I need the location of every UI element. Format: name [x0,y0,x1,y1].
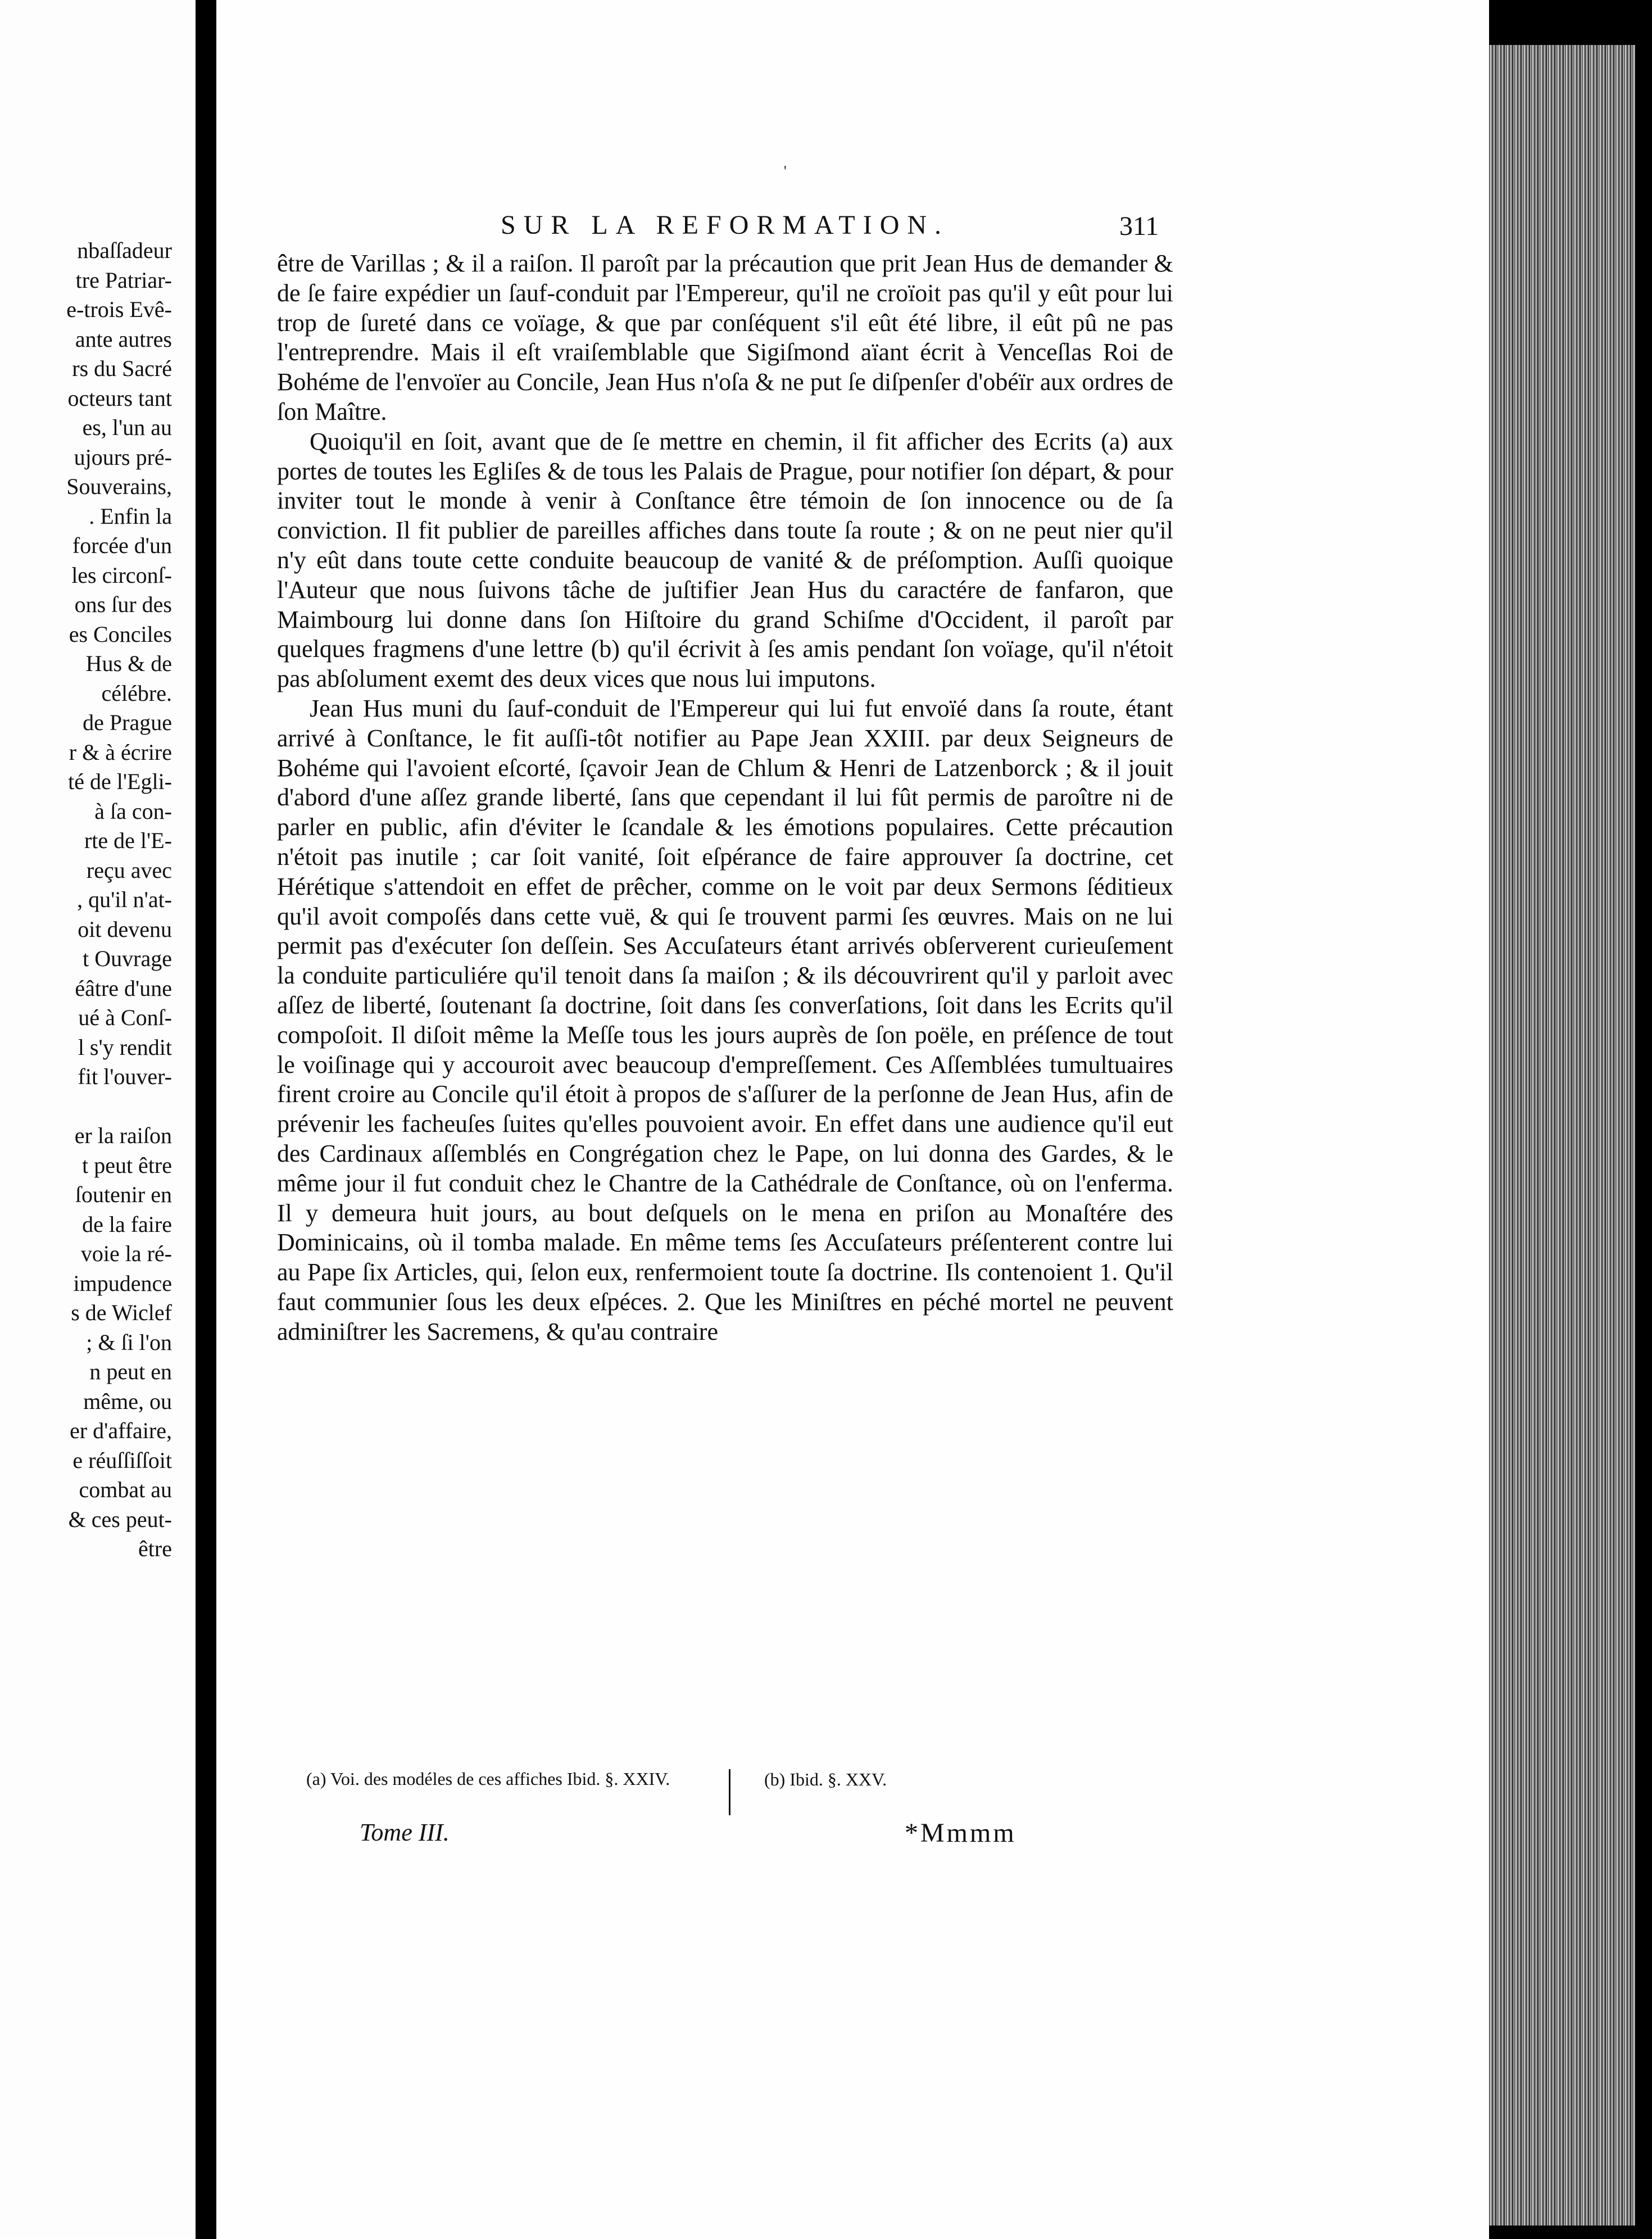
left-page-line: r & à écrire [69,739,172,765]
left-page-line: ante autres [75,326,172,352]
left-page-line: t Ouvrage [83,946,172,971]
left-page-line: , qu'il n'at- [77,887,172,912]
left-page-line: éâtre d'une [75,975,172,1001]
paragraph: être de Varillas ; & il a raiſon. Il paroît par la précaution que prit Jean Hus de demander & de ſe faire expédier un ſauf-conduit par l'Empereur, qu'il ne croïoit pas qu'il y eût pour lui trop de ſureté dans ce voïage, & que par conſéquent s'il eût été libre, il eût pû ne pas l'entreprendre. Mais il eſt vraiſemblable que Sigiſmond aïant écrit à Venceſlas Roi de Bohéme de l'envoïer au Concile, Jean Hus n'oſa & ne put ſe diſpenſer d'obéïr aux ordres de ſon Maître. [277,250,1173,425]
left-page-line: tre Patriar- [75,267,172,293]
left-page-line: célébre. [101,680,172,706]
left-page-text [0,236,172,1564]
left-page-line: oit devenu [78,916,172,942]
left-page-fragment [0,0,196,2239]
left-page-line: voie la ré- [80,1241,172,1266]
page-edges [1489,45,1635,2226]
left-page-line: reçu avec [86,857,172,883]
main-text [277,249,1173,1347]
left-page-line: forcée d'un [72,533,172,558]
footnote-a: (a) Voi. des modéles de ces affiches Ibid. §. XXIV. [306,1769,670,1789]
left-page-line: impudence [73,1270,172,1296]
left-page-line: combat au [79,1477,172,1502]
left-page-line [0,1092,172,1122]
left-page-line: même, ou [83,1388,172,1414]
left-page-line: nbaſſadeur [77,238,172,263]
running-head: SUR LA REFORMATION. [500,210,950,240]
left-page-line: s de Wiclef [71,1300,172,1325]
left-page-line: ; & ſi l'on [86,1329,172,1355]
paragraph: Quoiqu'il en ſoit, avant que de ſe mettre en chemin, il fit afficher des Ecrits (a) aux portes de toutes les Egliſes & de tous les Palais de Prague, pour notifier ſon départ, & pour inviter tout le monde à venir à Conſtance être témoin de ſon innocence ou de ſa conviction. Il fit publier de pareilles affiches dans toute ſa route ; & on ne peut nier qu'il n'y eût dans toute cette conduite beaucoup de vanité & de préſomption. Auſſi quoique l'Auteur que nous ſuivons tâche de juſtifier Jean Hus du caractére de fanfaron, que Maimbourg lui donne dans ſon Hiſtoire du grand Schiſme d'Occident, il paroît par quelques fragmens d'une lettre (b) qu'il écrivit à ſes amis pendant ſon voïage, qu'il n'étoit pas abſolument exemt des deux vices que nous lui imputons. [277,427,1173,693]
left-page-line: fit l'ouver- [78,1064,172,1089]
left-page-line: n peut en [89,1359,172,1384]
left-page-line: . Enfin la [89,503,172,529]
left-page-line: & ces peut- [68,1506,172,1532]
left-page-line: er la raiſon [74,1123,172,1148]
gathering-signature: *Mmmm [905,1818,1016,1848]
left-page-line: de Prague [83,710,172,735]
left-page-line: ujours pré- [74,444,172,470]
left-page-line: rs du Sacré [72,356,172,381]
page-mark: ' [784,163,787,179]
left-page-line: de la faire [82,1211,172,1237]
left-page-line: er d'affaire, [70,1418,172,1443]
left-page-line: té de l'Egli- [68,769,172,794]
volume-signature: Tome III. [360,1819,450,1846]
left-page-line: e réuſſiſſoit [72,1447,172,1473]
footnote-b: (b) Ibid. §. XXV. [764,1769,887,1789]
left-page-line: e-trois Evê- [66,297,172,322]
left-page-line: à ſa con- [94,798,172,824]
left-page-line: octeurs tant [67,385,172,411]
left-page-line: ons ſur des [74,592,172,617]
left-page-line: es Conciles [69,621,172,647]
left-page-line: ué à Conſ- [78,1005,172,1030]
left-page-line: être [138,1536,172,1561]
left-page-line: l s'y rendit [78,1034,172,1060]
left-page-line: t peut être [82,1152,172,1178]
left-page-line: Souverains, [66,474,172,499]
page-number: 311 [1119,211,1159,241]
left-page-line: ſoutenir en [75,1182,172,1207]
paragraph: Jean Hus muni du ſauf-conduit de l'Empereur qui lui fut envoïé dans ſa route, étant arrivé à Conſtance, le fit auſſi-tôt notifier au Pape Jean XXIII. par deux Seigneurs de Bohéme qui l'avoient eſcorté, ſçavoir Jean de Chlum & Henri de Latzenborck ; & il jouit d'abord d'une aſſez grande liberté, ſans que cependant il lui fût permis de paroître ni de parler en public, afin d'éviter le ſcandale & les émotions populaires. Cette précaution n'étoit pas inutile ; car ſoit vanité, ſoit eſpérance de faire approuver ſa doctrine, cet Hérétique s'attendoit en effet de prêcher, comme on le voit par deux Sermons ſéditieux qu'il avoit compoſés dans cette vuë, & qui ſe trouvent parmi ſes œuvres. Mais on ne lui permit pas d'exécuter ſon deſſein. Ses Accuſateurs étant arrivés obſerverent curieuſement la conduite particuliére qu'il tenoit dans ſa maiſon ; & ils découvrirent qu'il y parloit avec aſſez de liberté, ſoutenant ſa doctrine, ſoit dans ſes converſations, ſoit dans les Ecrits qu'il compoſoit. Il diſoit même la Meſſe tous les jours auprès de ſon poële, en préſence de tout le voiſinage qui y accouroit avec beaucoup d'empreſſement. Ces Aſſemblées tumultuaires firent croire au Concile qu'il étoit à propos de s'aſſurer de la perſonne de Jean Hus, afin de prévenir les facheuſes ſuites qu'elles pouvoient avoir. En effet dans une audience qu'il eut des Cardinaux aſſemblés en Congrégation chez le Pape, on lui donna des Gardes, & le même jour il fut conduit chez le Chantre de la Cathédrale de Conſtance, où on l'enferma. Il y demeura huit jours, au bout deſquels on le mena en priſon au Monaſtére des Dominicains, où il tomba malade. En même tems ſes Accuſateurs préſenterent contre lui au Pape ſix Articles, qui, ſelon eux, renfermoient toute ſa doctrine. Ils contenoient 1. Qu'il faut communier ſous les deux eſpéces. 2. Que les Miniſtres en péché mortel ne peuvent adminiſtrer les Sacremens, & qu'au contraire [277,694,1173,1345]
left-page-line: Hus & de [85,651,172,676]
left-page-line: rte de l'E- [84,828,172,853]
left-page-line: es, l'un au [82,415,172,440]
left-page-line: les circonſ- [71,562,172,588]
footnote-divider [729,1769,730,1815]
